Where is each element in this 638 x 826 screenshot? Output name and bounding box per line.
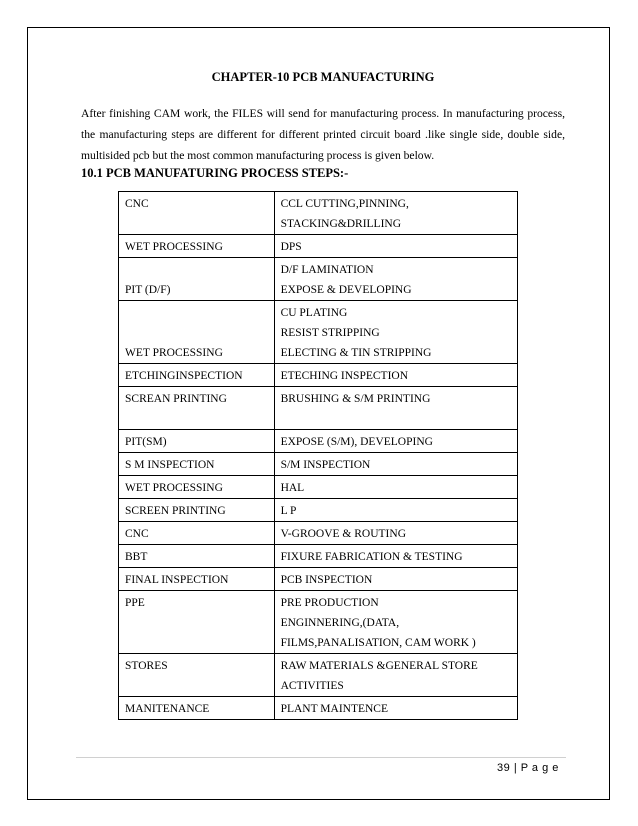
stage-cell bbox=[119, 258, 275, 301]
stage-cell bbox=[119, 499, 275, 522]
table-row bbox=[119, 591, 518, 654]
page-number bbox=[497, 762, 559, 774]
details-cell bbox=[274, 522, 517, 545]
stage-label: ETCHINGINSPECTION bbox=[125, 370, 243, 382]
stage-cell bbox=[119, 654, 275, 697]
table-row bbox=[119, 545, 518, 568]
stage-label: CNC bbox=[125, 528, 149, 540]
stage-cell bbox=[119, 364, 275, 387]
detail-line: PRE PRODUCTION bbox=[280, 597, 379, 609]
stage-cell bbox=[119, 387, 275, 430]
stage-label: PIT(SM) bbox=[125, 436, 167, 448]
intro-paragraph: After finishing CAM work, the FILES will send for manufacturing process. In manufacturing process, the manufacturing steps are different for different printed circuit board .like single side, double side, multisided pcb but the most common manufacturing process is given below. bbox=[81, 107, 565, 162]
table-row bbox=[119, 568, 518, 591]
details-cell bbox=[274, 235, 517, 258]
stage-label: WET PROCESSING bbox=[125, 482, 223, 494]
table-row bbox=[119, 301, 518, 364]
detail-line: FILMS,PANALISATION, CAM WORK ) bbox=[280, 637, 476, 649]
detail-line: EXPOSE & DEVELOPING bbox=[280, 284, 412, 296]
details-cell bbox=[274, 192, 517, 235]
detail-line: PCB INSPECTION bbox=[280, 574, 373, 586]
stage-cell bbox=[119, 453, 275, 476]
stage-label: CNC bbox=[125, 198, 149, 210]
detail-line: RAW MATERIALS &GENERAL STORE bbox=[280, 660, 478, 672]
table-row bbox=[119, 235, 518, 258]
stage-cell bbox=[119, 235, 275, 258]
stage-label: WET PROCESSING bbox=[125, 241, 223, 253]
page-number-value: 39 bbox=[497, 762, 511, 774]
details-cell bbox=[274, 301, 517, 364]
details-cell bbox=[274, 499, 517, 522]
details-cell bbox=[274, 258, 517, 301]
footer-divider bbox=[76, 757, 566, 758]
stage-label: BBT bbox=[125, 551, 148, 563]
stage-cell bbox=[119, 545, 275, 568]
table-row bbox=[119, 654, 518, 697]
stage-label: S M INSPECTION bbox=[125, 459, 215, 471]
stage-cell bbox=[119, 476, 275, 499]
table-row bbox=[119, 522, 518, 545]
stage-cell bbox=[119, 568, 275, 591]
page-label: | P a g e bbox=[513, 762, 559, 774]
details-cell bbox=[274, 697, 517, 720]
stage-label: SCREAN PRINTING bbox=[125, 393, 227, 405]
detail-line: HAL bbox=[280, 482, 305, 494]
table-row bbox=[119, 453, 518, 476]
stage-label: PPE bbox=[125, 597, 145, 609]
detail-line: EXPOSE (S/M), DEVELOPING bbox=[280, 436, 433, 448]
detail-line: DPS bbox=[280, 241, 302, 253]
details-cell bbox=[274, 453, 517, 476]
details-cell bbox=[274, 545, 517, 568]
stage-label: STORES bbox=[125, 660, 168, 672]
detail-line: ENGINNERING,(DATA, bbox=[280, 617, 400, 629]
detail-line: ACTIVITIES bbox=[280, 680, 344, 692]
table-row bbox=[119, 476, 518, 499]
detail-line: BRUSHING & S/M PRINTING bbox=[280, 393, 431, 405]
stage-cell bbox=[119, 301, 275, 364]
detail-line: V-GROOVE & ROUTING bbox=[280, 528, 406, 540]
stage-label: WET PROCESSING bbox=[125, 347, 223, 359]
stage-label: SCREEN PRINTING bbox=[125, 505, 226, 517]
table-row bbox=[119, 192, 518, 235]
details-cell bbox=[274, 568, 517, 591]
details-cell bbox=[274, 591, 517, 654]
detail-line: CCL CUTTING,PINNING, bbox=[280, 198, 409, 210]
stage-cell bbox=[119, 522, 275, 545]
detail-line: FIXURE FABRICATION & TESTING bbox=[280, 551, 463, 563]
stage-cell bbox=[119, 591, 275, 654]
details-cell bbox=[274, 430, 517, 453]
detail-line: RESIST STRIPPING bbox=[280, 327, 380, 339]
table-row bbox=[119, 430, 518, 453]
table-row bbox=[119, 364, 518, 387]
stage-cell bbox=[119, 697, 275, 720]
detail-line: S/M INSPECTION bbox=[280, 459, 371, 471]
details-cell bbox=[274, 654, 517, 697]
detail-line: ETECHING INSPECTION bbox=[280, 370, 409, 382]
detail-line: L P bbox=[280, 505, 297, 517]
stage-cell bbox=[119, 430, 275, 453]
table-row bbox=[119, 387, 518, 430]
process-steps-table bbox=[118, 191, 518, 720]
detail-line: ELECTING & TIN STRIPPING bbox=[280, 347, 432, 359]
stage-cell bbox=[119, 192, 275, 235]
table-row bbox=[119, 697, 518, 720]
detail-line: D/F LAMINATION bbox=[280, 264, 374, 276]
table-row bbox=[119, 499, 518, 522]
details-cell bbox=[274, 364, 517, 387]
detail-line: CU PLATING bbox=[280, 307, 348, 319]
details-cell bbox=[274, 387, 517, 430]
details-cell bbox=[274, 476, 517, 499]
chapter-title: CHAPTER-10 PCB MANUFACTURING bbox=[211, 70, 435, 84]
stage-label: PIT (D/F) bbox=[125, 284, 171, 296]
detail-line: PLANT MAINTENCE bbox=[280, 703, 388, 715]
table-row bbox=[119, 258, 518, 301]
cell-spacer bbox=[281, 409, 511, 429]
stage-label: FINAL INSPECTION bbox=[125, 574, 229, 586]
section-heading: 10.1 PCB MANUFATURING PROCESS STEPS:- bbox=[81, 166, 349, 180]
stage-label: MANITENANCE bbox=[125, 703, 210, 715]
detail-line: STACKING&DRILLING bbox=[280, 218, 402, 230]
